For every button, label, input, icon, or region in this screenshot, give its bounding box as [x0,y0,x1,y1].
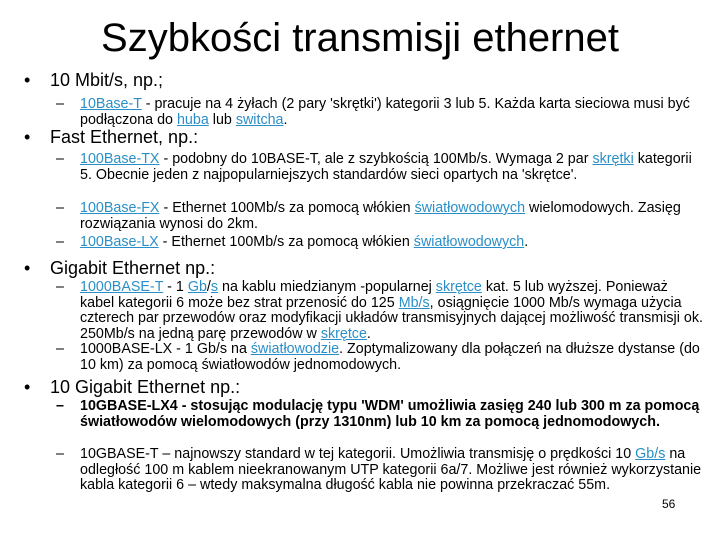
list-item [56,342,704,373]
hyperlink[interactable]: skrętce [320,325,367,342]
text-run: - 1 [163,279,188,295]
text-run: / [206,279,211,295]
text-run: kategorii 5. Obecnie jeden z najpopularniejszych standardów sieci opartych na 'skrętce'. [80,151,692,183]
hyperlink[interactable]: 10Base-T [80,96,142,112]
section-heading: Fast Ethernet, np.: [50,127,199,147]
list-item [56,152,704,183]
text-run: na kablu miedzianym -popularnej [218,279,436,295]
text-run: 10GBASE-T – najnowszy standard w tej kategorii. Umożliwia transmisję o prędkości 10 [80,446,636,462]
hyperlink[interactable]: 100Base-TX [80,151,160,167]
hyperlink[interactable]: skrętce [435,279,482,295]
text-run: wielomodowych. Zasięg rozwiązania wynosi do 2km. [80,200,681,232]
hyperlink[interactable]: 100Base-FX [80,200,160,216]
dash-symbol: – [56,279,64,295]
hyperlink[interactable]: skrętki [592,151,634,167]
hyperlink[interactable]: switcha [235,111,284,128]
list-item [56,447,704,494]
list-item [56,399,704,430]
hyperlink[interactable]: światłowodowych [414,200,526,216]
hyperlink[interactable]: światłowodowych [413,234,525,250]
bullet-symbol: • [24,258,31,278]
hyperlink[interactable]: s [210,279,219,295]
text-run: . [283,111,288,128]
list-item [56,235,704,251]
item-text [56,97,704,128]
hyperlink[interactable]: Gb [187,279,207,295]
hyperlink[interactable]: Gb/s [635,446,666,462]
hyperlink[interactable]: 100Base-LX [80,234,159,250]
bullet-symbol: • [24,127,31,147]
text-run: - Ethernet 100Mb/s za pomocą włókien [158,234,414,250]
text-run: . [524,234,529,250]
item-text [56,342,704,373]
dash-symbol: – [56,151,64,167]
text-run: na odległość 100 m kablem nieekranowanym UTP kategorii 6a/7. Możliwe jest również wykorzystanie kabla kategorii 6 – wtedy maksymalna długość kabla nie powinna przekraczać 55m. [80,446,702,493]
text-run: - pracuje na 4 żyłach (2 pary 'skrętki') kategorii 3 lub 5. Każda karta sieciowa musi być podłączona do [80,96,690,128]
item-text [56,399,704,430]
bullet-symbol: • [24,377,31,397]
text-run: - podobny do 10BASE-T, ale z szybkością 100Mb/s. Wymaga 2 par [159,151,593,167]
section-heading: 10 Mbit/s, np.; [50,70,164,90]
item-text [56,152,704,183]
hyperlink[interactable]: Mb/s [398,294,430,311]
section-heading: Gigabit Ethernet np.: [50,258,216,278]
hyperlink[interactable]: huba [176,111,209,128]
item-text [56,280,704,342]
item-text [56,201,704,232]
text-run: kat. 5 lub wyższej. Ponieważ kabel kategorii 6 może bez strat przenosić do 125 [80,279,668,311]
list-item [56,201,704,232]
page-number: 56 [662,497,676,511]
dash-symbol: – [56,398,64,414]
dash-symbol: – [56,96,64,112]
dash-symbol: – [56,341,64,357]
item-text [56,235,704,251]
dash-symbol: – [56,234,64,250]
slide-title: Szybkości transmisji ethernet [101,16,619,60]
text-run: - Ethernet 100Mb/s za pomocą włókien [159,200,415,216]
list-item [56,97,704,128]
bullet-symbol: • [24,70,31,90]
text-run: . [366,325,371,342]
text-run: . Zoptymalizowany dla połączeń na dłuższe dystanse (do 10 km) za pomocą światłowodów jednomodowych. [80,341,700,373]
dash-symbol: – [56,200,64,216]
hyperlink[interactable]: 1000BASE-T [80,279,164,295]
text-run: 1000BASE-LX - 1 Gb/s na [80,341,251,357]
text-run: 10GBASE-LX4 - stosując modulację typu 'WDM' umożliwia zasięg 240 lub 300 m za pomocą światłowodów wielomodowych (przy 1310nm) lub 10 km za pomocą jednomodowych. [80,398,700,430]
item-text [56,447,704,494]
dash-symbol: – [56,446,64,462]
section-heading: 10 Gigabit Ethernet np.: [50,377,241,397]
list-item [56,280,704,342]
hyperlink[interactable]: światłowodzie [250,341,340,357]
text-run: , osiągnięcie 1000 Mb/s wymaga użycia czterech par przewodów oraz modyfikacji układów transmisyjnych dającej możliwość transmisji ok. 250Mb/s na jedną parę przewodów w [80,294,703,342]
text-run: lub [208,111,236,128]
